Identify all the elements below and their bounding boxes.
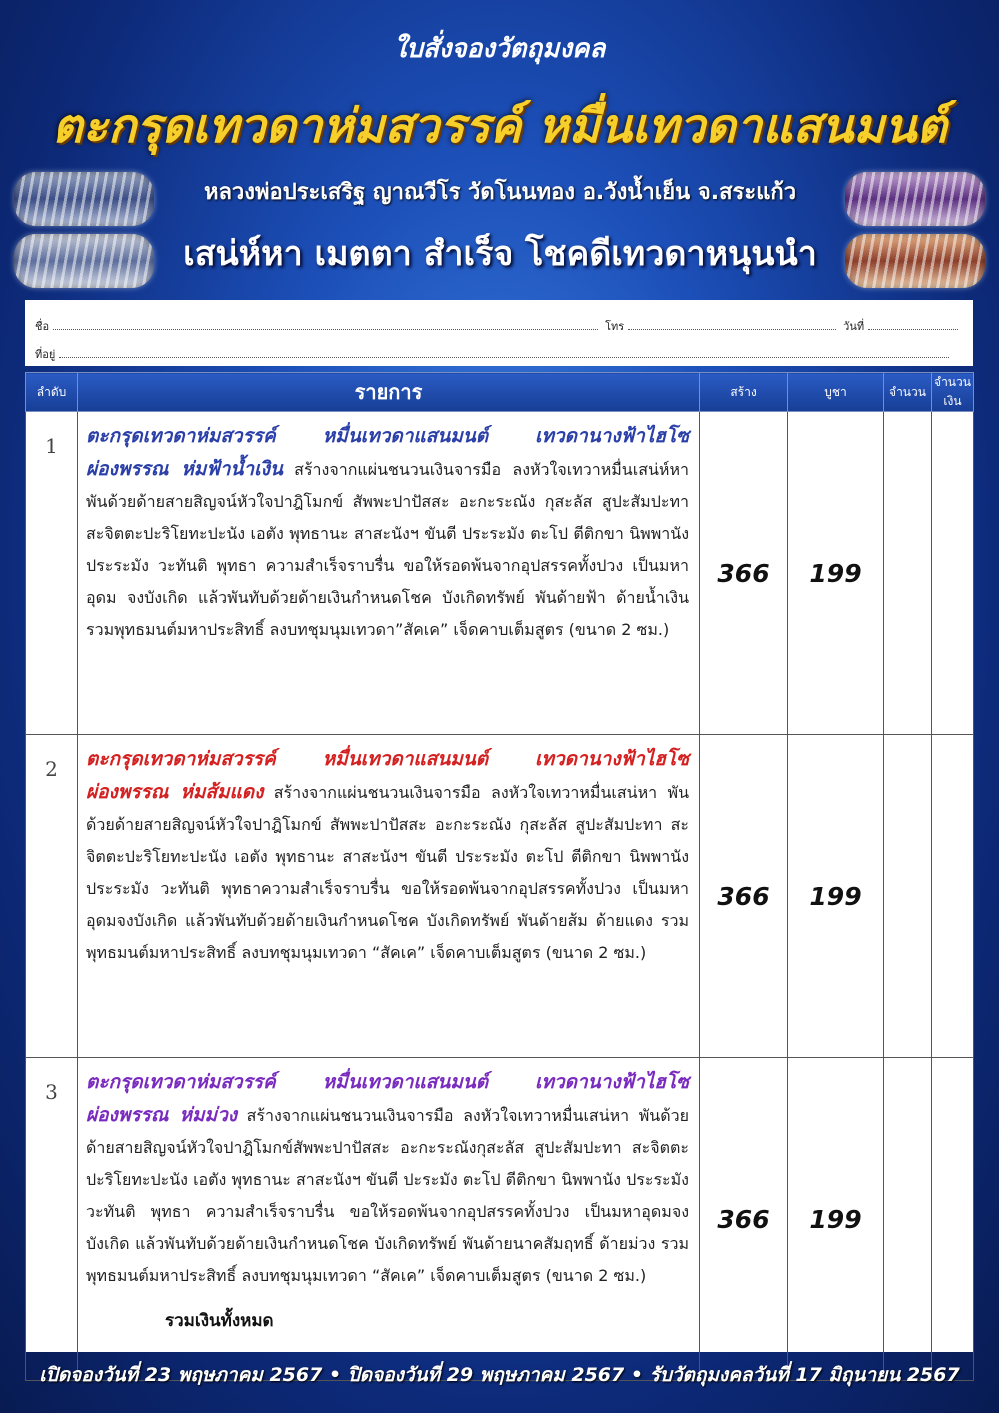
date-field[interactable] bbox=[868, 319, 958, 330]
item-description: สร้างจากแผ่นชนวนเงินจารมือ ลงหัวใจเทวาหมื่นเสน่หา พันด้วยด้ายสายสิญจน์หัวใจปาฎิโมกข์สัพพะปาปัสสะ อะกะระณังกุสะลัส สูปะสัมปะทา สะจิตตะปะริโยทะปะนัง เอตัง พุทธานะ สาสะนังฯ ขันตี ปะระมัง ตะโป ตีติกขา นิพพานัง ประระมัง วะทันติ พุทธา ความสำเร็จราบรื่น ขอให้รอดพ้นจากอุปสรรคทั้งปวง เป็นมหาอุดมจงบังเกิด แล้วพันทับด้วยด้ายเงินกำหนดโชค บังเกิดทรัพย์ พันด้ายนาคสัมฤทธิ์ ด้ายม่วง รวมพุทธมนต์มหาประสิทธิ์ ลงบทชุมนุมเทวดา “สัคเค” เจ็ดคาบเต็มสูตร (ขนาด 2 ซม.) bbox=[86, 1106, 689, 1285]
item-title: ตะกรุดเทวดาห่มสวรรค์ หมื่นเทวดาแสนมนต์ เทวดานางฟ้าไฮโซ ผ่องพรรณ ห่มส้มแดง bbox=[86, 748, 689, 803]
address-field[interactable] bbox=[59, 347, 949, 358]
qty-cell[interactable] bbox=[884, 412, 932, 735]
made-count: 366 bbox=[700, 412, 788, 735]
row-number: 3 bbox=[26, 1058, 78, 1381]
amount-cell[interactable] bbox=[932, 735, 974, 1058]
takrut-orange-image bbox=[845, 234, 985, 288]
takrut-blue-image bbox=[14, 172, 154, 226]
date-label: วันที่ bbox=[843, 320, 865, 333]
order-form-label: ใบสั่งจองวัตถุมงคล bbox=[393, 34, 606, 64]
name-label: ชื่อ bbox=[35, 320, 50, 333]
price-value: 199 bbox=[788, 735, 884, 1058]
total-label: รวมเงินทั้งหมด bbox=[165, 1311, 274, 1331]
page-title: ตะกรุดเทวดาห่มสวรรค์ หมื่นเทวดาแสนมนต์ bbox=[52, 99, 947, 154]
address-label: ที่อยู่ bbox=[35, 348, 56, 361]
qty-cell[interactable] bbox=[884, 1058, 932, 1381]
table-row bbox=[26, 412, 974, 735]
item-cell bbox=[78, 735, 700, 1058]
customer-form bbox=[25, 300, 973, 366]
price-value: 199 bbox=[788, 412, 884, 735]
name-field[interactable] bbox=[53, 319, 598, 330]
item-description: สร้างจากแผ่นชนวนเงินจารมือ ลงหัวใจเทวาหมื่นเสน่ห์หา พันด้วยด้ายสายสิญจน์หัวใจปาฎิโมกข์ สัพพะปาปัสสะ อะกะระณัง กุสะลัส สูปะสัมปะทา สะจิตตะปะริโยทะปะนัง เอตัง พุทธานะ สาสะนังฯ ขันตี ประระมัง ตะโป ตีติกขา นิพพานัง ประระมัง วะทันติ พุทธา ความสำเร็จราบรื่น ขอให้รอดพ้นจากอุปสรรคทั้งปวง เป็นมหาอุดม จงบังเกิด แล้วพันทับด้วยด้ายเงินกำหนดโชค บังเกิดทรัพย์ พันด้ายฟ้า ด้ายน้ำเงิน รวมพุทธมนต์มหาประสิทธิ์ ลงบทชุมนุมเทวดา”สัคเค” เจ็ดคาบเต็มสูตร (ขนาด 2 ซม.) bbox=[86, 460, 689, 639]
takrut-purple-image bbox=[845, 172, 985, 226]
table-row bbox=[26, 735, 974, 1058]
row-number: 2 bbox=[26, 735, 78, 1058]
row-number: 1 bbox=[26, 412, 78, 735]
header-qty: จำนวน bbox=[884, 373, 932, 412]
qty-cell[interactable] bbox=[884, 735, 932, 1058]
order-table-container bbox=[25, 372, 973, 1352]
phone-label: โทร bbox=[605, 320, 625, 333]
footer-dates: เปิดจองวันที่ 23 พฤษภาคม 2567 • ปิดจองวันที่ 29 พฤษภาคม 2567 • รับวัตถุมงคลวันที่ 17 มิถุนายน 2567 bbox=[39, 1364, 960, 1386]
item-cell bbox=[78, 412, 700, 735]
takrut-silver-image bbox=[14, 234, 154, 288]
order-table bbox=[25, 372, 974, 1381]
header-item: รายการ bbox=[78, 373, 700, 412]
header-no: ลำดับ bbox=[26, 373, 78, 412]
item-title: ตะกรุดเทวดาห่มสวรรค์ หมื่นเทวดาแสนมนต์ เทวดานางฟ้าไฮโซ ผ่องพรรณ ห่มม่วง bbox=[86, 1071, 689, 1126]
header-amount: จำนวนเงิน bbox=[932, 373, 974, 412]
price-value: 199 bbox=[788, 1058, 884, 1381]
item-title: ตะกรุดเทวดาห่มสวรรค์ หมื่นเทวดาแสนมนต์ เทวดานางฟ้าไฮโซ ผ่องพรรณ ห่มฟ้าน้ำเงิน bbox=[86, 425, 689, 480]
header-price: บูชา bbox=[788, 373, 884, 412]
amount-cell[interactable] bbox=[932, 412, 974, 735]
phone-field[interactable] bbox=[628, 319, 836, 330]
blessing-text: เสน่ห์หา เมตตา สำเร็จ โชคดีเทวดาหนุนนำ bbox=[183, 234, 817, 274]
made-count: 366 bbox=[700, 735, 788, 1058]
monk-name: หลวงพ่อประเสริฐ ญาณวีโร วัดโนนทอง อ.วังน้ำเย็น จ.สระแก้ว bbox=[203, 180, 797, 205]
amount-cell[interactable] bbox=[932, 1058, 974, 1381]
item-description: สร้างจากแผ่นชนวนเงินจารมือ ลงหัวใจเทวาหมื่นเสน่หา พันด้วยด้ายสายสิญจน์หัวใจปาฎิโมกข์ สัพพะปาปัสสะ อะกะระณัง กุสะลัส สูปะสัมปะทา สะจิตตะปะริโยทะปะนัง เอตัง พุทธานะ สาสะนังฯ ขันตี ประระมัง ตะโป ตีติกขา นิพพานัง ประระมัง วะทันติ พุทธาความสำเร็จราบรื่น ขอให้รอดพ้นจากอุปสรรคทั้งปวง เป็นมหาอุดมจงบังเกิด แล้วพันทับด้วยด้ายเงินกำหนดโชค บังเกิดทรัพย์ พันด้ายส้ม ด้ายแดง รวมพุทธมนต์มหาประสิทธิ์ ลงบทชุมนุมเทวดา “สัคเค” เจ็ดคาบเต็มสูตร (ขนาด 2 ซม.) bbox=[86, 783, 690, 962]
header-made: สร้าง bbox=[700, 373, 788, 412]
made-count: 366 bbox=[700, 1058, 788, 1381]
